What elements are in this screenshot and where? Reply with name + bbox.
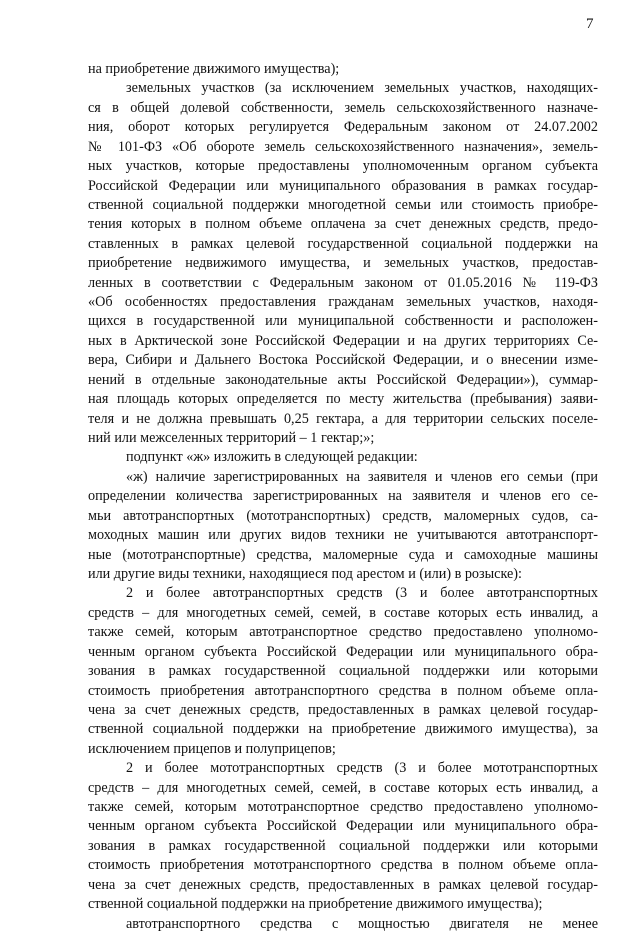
text-line: № 101-ФЗ «Об обороте земель сельскохозяйственного назначения», земель- — [88, 138, 598, 155]
text-line: исключением прицепов и полуприцепов; — [88, 740, 336, 757]
text-line: нений в отдельные законодательные акты Российской Федерации»), суммар- — [88, 371, 598, 388]
text-line: стоимость приобретения мототранспортного средства в полном объеме опла- — [88, 857, 598, 874]
text-line: стоимость приобретения автотранспортного средства в полном объеме опла- — [88, 682, 598, 699]
text-line: зования в рамках государственной социальной поддержки или которыми — [88, 663, 598, 680]
page-number: 7 — [586, 16, 594, 32]
text-line: ных в Арктической зоне Российской Федерации и на других территориях Се- — [88, 332, 598, 349]
text-line: средств – для многодетных семей, семей, в составе которых есть инвалид, а — [88, 604, 598, 621]
text-line: 2 и более мототранспортных средств (3 и более мототранспортных — [126, 760, 598, 777]
text-line: также семей, которым автотранспортное средство предоставлено уполномо- — [88, 624, 598, 641]
text-line: или другие виды техники, находящиеся под арестом и (или) в розыске): — [88, 565, 522, 582]
text-line: 2 и более автотранспортных средств (3 и более автотранспортных — [126, 585, 598, 602]
text-line: определении количества зарегистрированных на заявителя и членов его се- — [88, 488, 598, 505]
text-line: моходных машин или других видов техники не учитываются автотранспорт- — [88, 527, 598, 544]
text-line: ставленных в рамках целевой государственной социальной поддержки на — [88, 235, 598, 252]
text-line: ченным органом субъекта Российской Федерации или муниципального обра- — [88, 818, 598, 835]
text-line: ченным органом субъекта Российской Федерации или муниципального обра- — [88, 643, 598, 660]
text-line: ния, оборот которых регулируется Федеральным законом от 24.07.2002 — [88, 119, 598, 136]
text-line: автотранспортного средства с мощностью двигателя не менее — [126, 915, 598, 932]
text-line: также семей, которым мототранспортное средство предоставлено уполномо- — [88, 799, 598, 816]
text-line: чена за счет денежных средств, предоставленных в рамках целевой государ- — [88, 701, 598, 718]
text-line: ний или межселенных территорий – 1 гектар;»; — [88, 430, 375, 447]
text-line: тения которых в полном объеме оплачена за счет денежных средств, предо- — [88, 216, 598, 233]
text-line: ся в общей долевой собственности, земель сельскохозяйственного назначе- — [88, 99, 598, 116]
text-line: мьи автотранспортных (мототранспортных) средств, маломерных судов, са- — [88, 507, 598, 524]
text-line: теля и не должна превышать 0,25 гектара, а для территории сельских поселе- — [88, 410, 598, 427]
text-line: подпункт «ж» изложить в следующей редакции: — [126, 449, 418, 466]
text-line: ственной социальной поддержки многодетной семьи или стоимость приобре- — [88, 196, 598, 213]
text-line: Российской Федерации или муниципального образования в рамках государ- — [88, 177, 598, 194]
text-line: зования в рамках государственной социальной поддержки или которыми — [88, 837, 598, 854]
text-line: ная площадь которых определяется по месту жительства (пребывания) заяви- — [88, 391, 598, 408]
text-line: средств – для многодетных семей, семей, в составе которых есть инвалид, а — [88, 779, 598, 796]
text-line: на приобретение движимого имущества); — [88, 61, 340, 77]
text-line: чена за счет денежных средств, предоставленных в рамках целевой государ- — [88, 876, 598, 893]
text-line: приобретение недвижимого имущества, и земельных участков, предостав- — [88, 255, 598, 272]
text-line: ленных в соответствии с Федеральным законом от 01.05.2016 № 119-ФЗ — [88, 274, 598, 291]
text-line: ственной социальной поддержки на приобретение движимого имущества); — [88, 896, 543, 913]
text-line: «ж) наличие зарегистрированных на заявителя и членов его семьи (при — [126, 468, 598, 485]
text-line: «Об особенностях предоставления гражданам земельных участков, находя- — [88, 294, 598, 311]
text-line: земельных участков (за исключением земельных участков, находящих- — [126, 80, 598, 97]
document-body — [88, 60, 598, 934]
text-line: ственной социальной поддержки на приобретение движимого имущества), за — [88, 721, 598, 738]
text-line: ные (мототранспортные) средства, маломерные суда и самоходные машины — [88, 546, 598, 563]
text-line: щихся в государственной или муниципальной собственности и расположен- — [88, 313, 598, 330]
text-line: вера, Сибири и Дальнего Востока Российской Федерации, и о внесении изме- — [88, 352, 598, 369]
text-line: ных участков, которые предоставлены уполномоченным органом субъекта — [88, 158, 598, 175]
